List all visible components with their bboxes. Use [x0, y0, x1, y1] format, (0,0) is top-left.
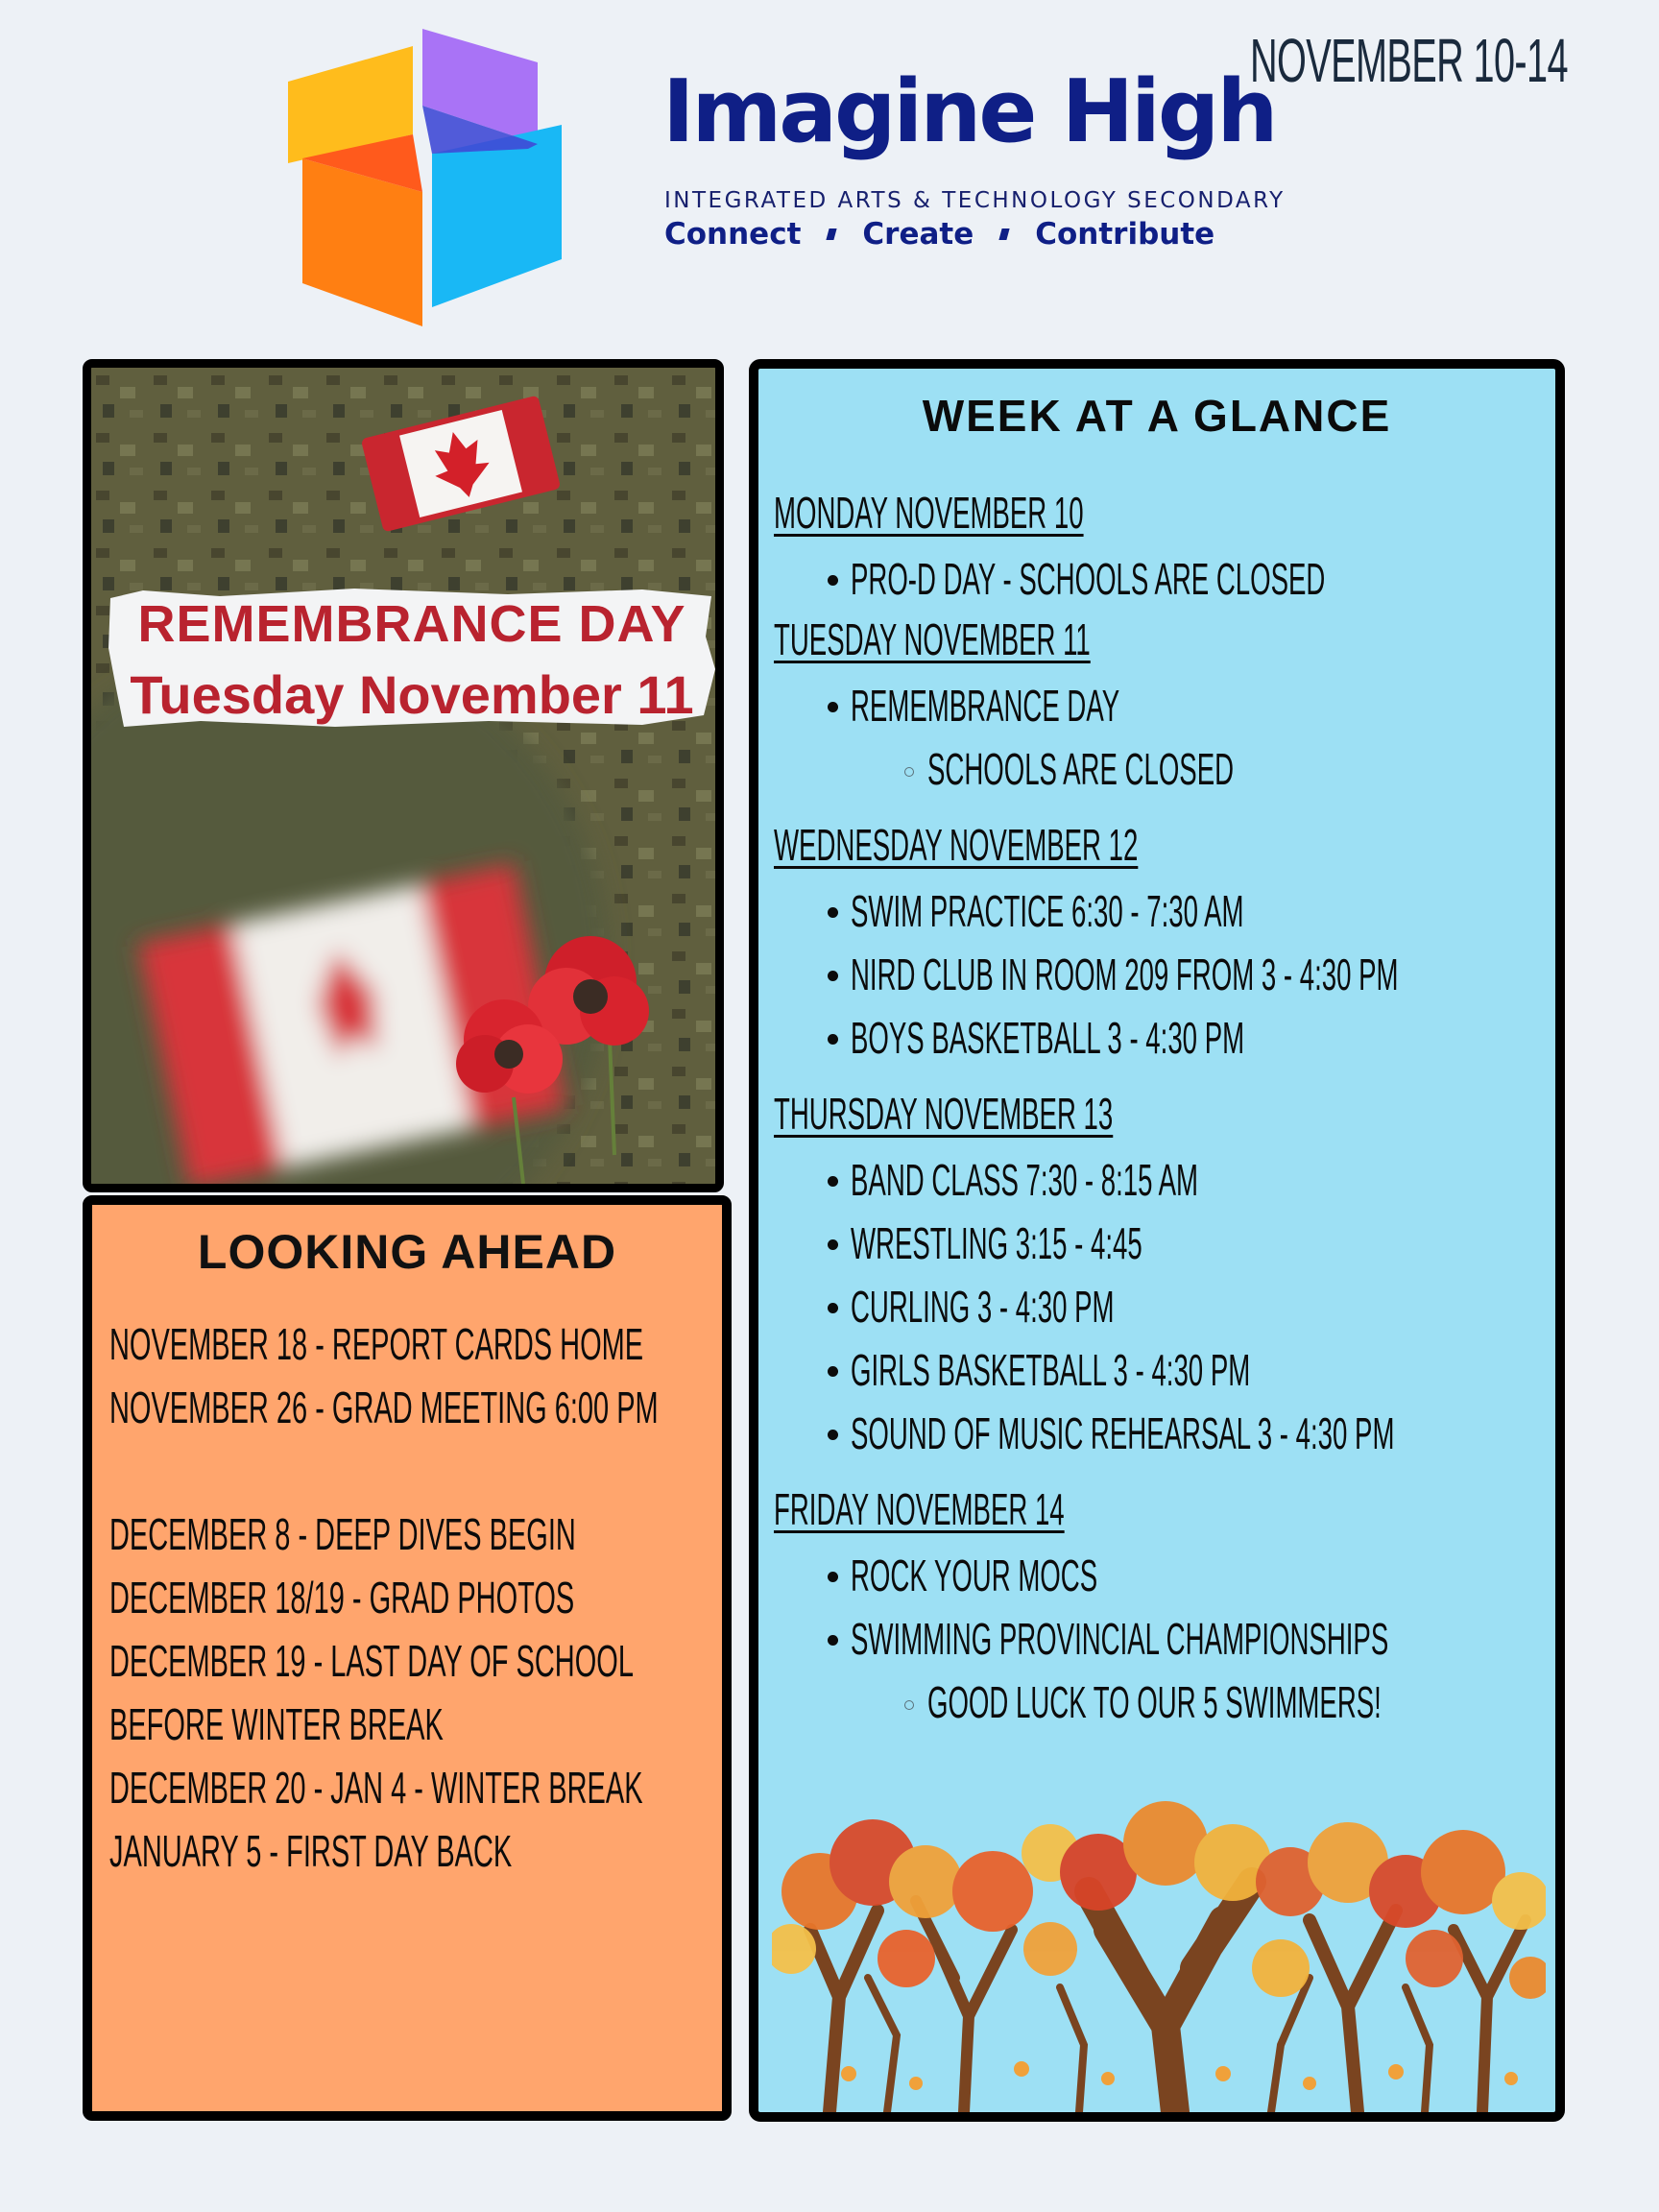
school-subtitle: INTEGRATED ARTS & TECHNOLOGY SECONDARY: [664, 188, 1286, 213]
event-text: CURLING 3 - 4:30 PM: [851, 1282, 1115, 1332]
list-item: [774, 1338, 1561, 1402]
event-text: SWIMMING PROVINCIAL CHAMPIONSHIPS: [851, 1614, 1389, 1664]
tagline-separator: [999, 228, 1010, 240]
event-text: REMEMBRANCE DAY: [851, 681, 1120, 731]
bullet-icon: [828, 1239, 838, 1250]
looking-ahead-title: LOOKING AHEAD: [197, 1225, 617, 1279]
day-heading-wednesday: WEDNESDAY NOVEMBER 12: [774, 820, 1139, 870]
list-item: NOVEMBER 26 - GRAD MEETING 6:00 PM: [109, 1382, 659, 1432]
list-item: [774, 1671, 1561, 1734]
bullet-icon: [828, 1303, 838, 1313]
remembrance-photo-panel: [83, 359, 724, 1192]
event-text: GIRLS BASKETBALL 3 - 4:30 PM: [851, 1345, 1251, 1395]
list-item: [774, 943, 1561, 1006]
bullet-icon: [828, 1572, 838, 1582]
remembrance-day-date: Tuesday November 11: [130, 664, 694, 725]
looking-ahead-panel: [83, 1195, 732, 2121]
hollow-bullet-icon: [904, 1700, 914, 1710]
bullet-icon: [828, 1635, 838, 1646]
week-at-a-glance-title: WEEK AT A GLANCE: [922, 391, 1392, 441]
day-heading-thursday: THURSDAY NOVEMBER 13: [774, 1089, 1114, 1139]
list-item: [774, 1275, 1561, 1338]
tagline-separator: [827, 228, 837, 240]
event-text: SOUND OF MUSIC REHEARSAL 3 - 4:30 PM: [851, 1408, 1395, 1458]
list-item: [109, 1439, 659, 1503]
soldier-flag-photo: [91, 368, 715, 1184]
tagline-contribute: Contribute: [1035, 217, 1215, 252]
brand-name: Imagine High: [662, 61, 1276, 162]
list-item: DECEMBER 19 - LAST DAY OF SCHOOL: [109, 1636, 634, 1686]
list-item: [774, 1402, 1561, 1465]
list-item: [774, 547, 1561, 611]
day-heading-tuesday: TUESDAY NOVEMBER 11: [774, 614, 1091, 664]
bullet-icon: [828, 1366, 838, 1377]
event-text: GOOD LUCK TO OUR 5 SWIMMERS!: [927, 1677, 1382, 1727]
list-item: NOVEMBER 18 - REPORT CARDS HOME: [109, 1319, 644, 1369]
list-item: [774, 879, 1561, 943]
week-date-range: NOVEMBER 10-14: [1250, 26, 1568, 95]
event-text: SCHOOLS ARE CLOSED: [927, 744, 1235, 794]
event-text: BAND CLASS 7:30 - 8:15 AM: [851, 1155, 1199, 1205]
day-heading-monday: MONDAY NOVEMBER 10: [774, 488, 1084, 538]
event-text: WRESTLING 3:15 - 4:45: [851, 1218, 1142, 1268]
tagline-create: Create: [862, 217, 974, 252]
hollow-bullet-icon: [904, 767, 914, 777]
remembrance-banner: [105, 581, 719, 734]
event-text: PRO-D DAY - SCHOOLS ARE CLOSED: [851, 554, 1326, 604]
tagline: [664, 217, 1214, 252]
day-heading-friday: FRIDAY NOVEMBER 14: [774, 1484, 1065, 1534]
list-item: JANUARY 5 - FIRST DAY BACK: [109, 1826, 513, 1876]
bullet-icon: [828, 1034, 838, 1045]
event-text: SWIM PRACTICE 6:30 - 7:30 AM: [851, 886, 1244, 936]
bullet-icon: [828, 1430, 838, 1440]
list-item: [774, 674, 1561, 737]
list-item: DECEMBER 18/19 - GRAD PHOTOS: [109, 1573, 575, 1623]
list-item: DECEMBER 20 - JAN 4 - WINTER BREAK: [109, 1763, 643, 1813]
bullet-icon: [828, 971, 838, 981]
list-item: [774, 1607, 1561, 1671]
list-item: [774, 1006, 1561, 1070]
week-at-a-glance-panel: [749, 359, 1565, 2122]
imagine-high-logo: [288, 29, 566, 326]
bullet-icon: [828, 907, 838, 918]
week-schedule: [774, 484, 1561, 1734]
bullet-icon: [828, 575, 838, 586]
bullet-icon: [828, 702, 838, 712]
list-item: DECEMBER 8 - DEEP DIVES BEGIN: [109, 1509, 576, 1559]
event-text: NIRD CLUB IN ROOM 209 FROM 3 - 4:30 PM: [851, 950, 1399, 999]
autumn-trees-illustration: [772, 1786, 1546, 2112]
event-text: BOYS BASKETBALL 3 - 4:30 PM: [851, 1013, 1245, 1063]
list-item: [774, 737, 1561, 801]
list-item: [774, 1148, 1561, 1212]
list-item: [774, 1212, 1561, 1275]
remembrance-day-title: REMEMBRANCE DAY: [137, 595, 686, 653]
tagline-connect: Connect: [664, 217, 802, 252]
event-text: ROCK YOUR MOCS: [851, 1551, 1098, 1600]
bullet-icon: [828, 1176, 838, 1187]
list-item: [774, 1544, 1561, 1607]
list-item: BEFORE WINTER BREAK: [109, 1699, 444, 1749]
